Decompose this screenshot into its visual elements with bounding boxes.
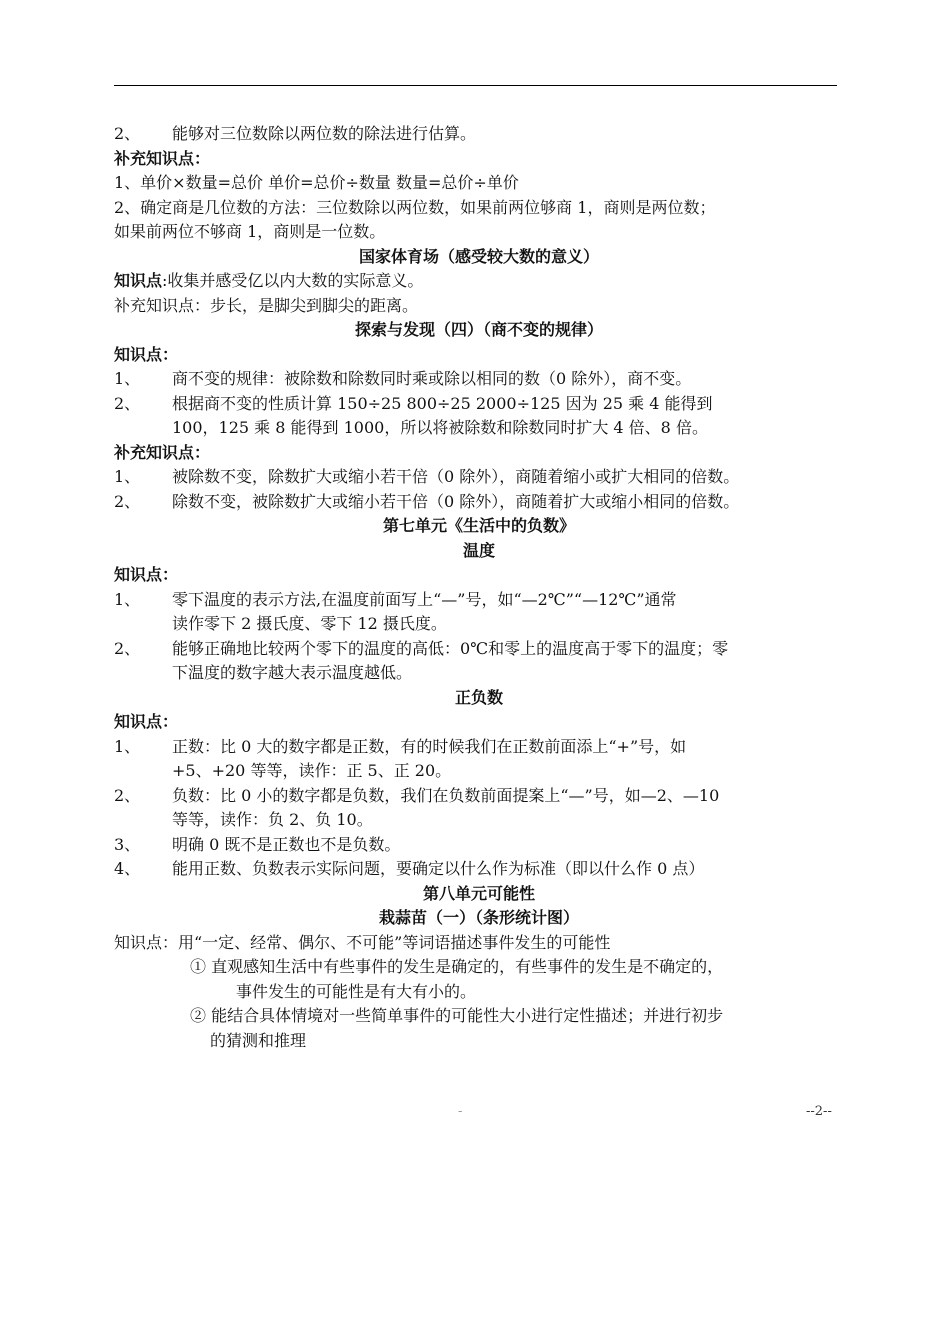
unit-heading: 第八单元可能性 [422,883,535,903]
item-continuation: 读作零下 2 摄氏度、零下 12 摄氏度。 [172,614,447,633]
unit-heading: 第七单元《生活中的负数》 [382,516,575,535]
item-text: 除数不变，被除数扩大或缩小若干倍（0 除外），商随着扩大或缩小相同的倍数。 [172,491,740,511]
sub-item: ② 能结合具体情境对一些简单事件的可能性大小进行定性描述；并进行初步 [190,1006,724,1025]
item-text: 根据商不变的性质计算 150÷25 800÷25 2000÷125 因为 25 乘 4 能得到 [172,393,713,413]
item-continuation: 等等，读作：负 2、负 10。 [172,810,373,829]
paragraph: 1、单价×数量=总价 单价=总价÷数量 数量=总价÷单价 [114,173,519,192]
item-text: 商不变的规律：被除数和除数同时乘或除以相同的数（0 除外），商不变。 [172,369,692,388]
list-item [114,588,844,613]
paragraph [114,269,844,294]
item-number: 2、 [114,491,141,511]
list-item [114,122,844,147]
item-text: 正数：比 0 大的数字都是正数，有的时候我们在正数前面添上“+”号，如 [172,736,687,756]
section-heading: 国家体育场（感受较大数的意义） [358,246,599,266]
list-item [114,784,844,809]
sub-item: ① 直观感知生活中有些事件的发生是确定的，有些事件的发生是不确定的， [190,957,724,976]
item-number: 1、 [114,736,141,756]
item-text: 负数：比 0 小的数字都是负数，我们在负数前面提案上“—”号，如—2、—10 [172,785,720,805]
list-item [114,490,844,515]
item-continuation: 的猜测和推理 [210,1030,307,1050]
item-number: 3、 [114,834,141,854]
item-continuation: 100，125 乘 8 能得到 1000，所以将被除数和除数同时扩大 4 倍、8 倍。 [172,418,708,437]
section-label: 补充知识点： [114,442,211,462]
section-heading: 栽蒜苗（一）（条形统计图） [378,908,579,927]
item-continuation: 事件发生的可能性是有大有小的。 [236,981,477,1001]
list-item [114,637,844,662]
item-number: 1、 [114,369,141,388]
item-continuation: 下温度的数字越大表示温度越低。 [172,663,413,682]
item-text: 能用正数、负数表示实际问题，要确定以什么作为标准（即以什么作 0 点） [172,859,705,878]
list-item [114,392,844,417]
item-text: 被除数不变，除数扩大或缩小若干倍（0 除外），商随着缩小或扩大相同的倍数。 [172,467,740,486]
item-text: 能够对三位数除以两位数的除法进行估算。 [172,124,477,143]
item-number: 4、 [114,859,141,878]
section-heading: 正负数 [454,687,503,707]
list-item [114,465,844,490]
item-number: 1、 [114,467,141,486]
list-item [114,857,844,882]
item-number: 2、 [114,393,141,413]
text: :收集并感受亿以内大数的实际意义。 [162,271,424,290]
header-rule [114,85,837,86]
document-body [114,122,844,1053]
section-label: 知识点： [114,344,179,364]
page-number: --2-- [806,1104,832,1119]
item-number: 2、 [114,124,141,143]
list-item [114,367,844,392]
footer-dot: - [458,1104,463,1119]
section-label: 知识点： [114,565,179,584]
paragraph: 知识点：用“一定、经常、偶尔、不可能”等词语描述事件发生的可能性 [114,932,611,952]
list-item [114,735,844,760]
section-label: 补充知识点： [114,148,211,168]
section-heading: 温度 [462,540,495,560]
item-number: 2、 [114,785,141,805]
item-text: 明确 0 既不是正数也不是负数。 [172,834,401,854]
item-text: 零下温度的表示方法,在温度前面写上“—”号，如“—2℃”“—12℃”通常 [172,589,677,609]
item-continuation: +5、+20 等等，读作：正 5、正 20。 [172,761,452,780]
label: 知识点 [114,271,163,290]
paragraph: 2、确定商是几位数的方法：三位数除以两位数，如果前两位够商 1，商则是两位数； [114,197,716,217]
paragraph: 如果前两位不够商 1，商则是一位数。 [114,222,386,241]
item-number: 2、 [114,638,141,658]
section-label: 知识点： [114,712,179,731]
item-text: 能够正确地比较两个零下的温度的高低：0℃和零上的温度高于零下的温度；零 [172,638,729,658]
list-item [114,833,844,858]
section-heading: 探索与发现（四）（商不变的规律） [354,320,603,339]
item-number: 1、 [114,589,141,609]
paragraph: 补充知识点：步长，是脚尖到脚尖的距离。 [114,295,419,315]
